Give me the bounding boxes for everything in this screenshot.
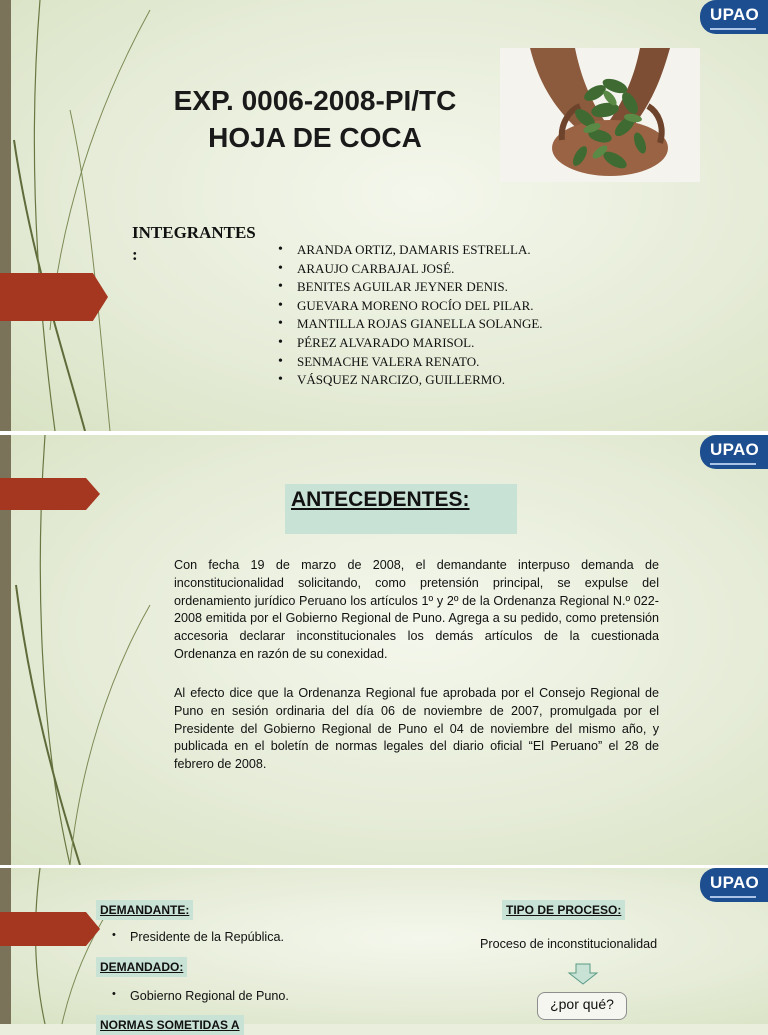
integrantes-label: INTEGRANTES : — [132, 223, 256, 264]
list-item: • VÁSQUEZ NARCIZO, GUILLERMO. — [278, 371, 543, 390]
why-box — [537, 992, 627, 1020]
arrow-down-icon — [568, 963, 598, 985]
upao-logo: UPAO — [700, 868, 768, 902]
slide-antecedentes — [0, 435, 768, 865]
demandado-value: • Gobierno Regional de Puno. — [112, 988, 289, 1003]
antecedentes-heading-box — [285, 484, 517, 534]
demandante-label: DEMANDANTE: — [96, 900, 193, 920]
slide-partes-proceso — [0, 868, 768, 1032]
tipo-proceso-label: TIPO DE PROCESO: — [502, 900, 625, 920]
red-arrow-marker — [0, 478, 100, 510]
demandante-value: • Presidente de la República. — [112, 929, 285, 944]
why-label: ¿por qué? — [550, 996, 614, 1012]
red-arrow-marker — [0, 912, 100, 946]
slide-title-heading — [130, 82, 500, 156]
list-item: • GUEVARA MORENO ROCÍO DEL PILAR. — [278, 297, 543, 316]
title-line-1: EXP. 0006-2008-PI/TC — [173, 85, 457, 116]
coca-leaves-hands-image — [500, 48, 700, 182]
upao-logo: UPAO — [700, 0, 768, 34]
upao-logo: UPAO — [700, 435, 768, 469]
members-list — [278, 241, 543, 390]
tipo-proceso-value: Proceso de inconstitucionalidad — [480, 937, 658, 951]
demandado-label: DEMANDADO: — [96, 957, 187, 977]
list-item: • ARAUJO CARBAJAL JOSÉ. — [278, 260, 543, 279]
list-item: • BENITES AGUILAR JEYNER DENIS. — [278, 278, 543, 297]
title-line-2: HOJA DE COCA — [208, 122, 422, 153]
normas-label: NORMAS SOMETIDAS A — [96, 1015, 244, 1035]
list-item: • MANTILLA ROJAS GIANELLA SOLANGE. — [278, 315, 543, 334]
paragraph-2: Al efecto dice que la Ordenanza Regional fue aprobada por el Consejo Regional de Puno en sesión ordinaria del día 06 de noviembre de 2007, promulgada por el Presidente del Gobierno Regional de Puno el 04 de noviembre del mismo año, y publicada en el boletín de normas legales del diario oficial “El Peruano” el 28 de febrero de 2008. — [174, 686, 659, 772]
red-arrow-marker — [0, 273, 108, 321]
paragraph-1: Con fecha 19 de marzo de 2008, el demandante interpuso demanda de inconstitucionalidad solicitando, como pretensión principal, se expulse del ordenamiento jurídico Peruano los artículos 1º y 2º de la Ordenanza Regional N.º 022-2008 emitida por el Gobierno Regional de Puno. Agrega a su pedido, como pretensión accesoria declarar inconstitucionales los demás artículos de la cuestionada Ordenanza en razón de su conexidad. — [174, 558, 659, 661]
list-item: • PÉREZ ALVARADO MARISOL. — [278, 334, 543, 353]
slide-title — [0, 0, 768, 431]
list-item: • ARANDA ORTIZ, DAMARIS ESTRELLA. — [278, 241, 543, 260]
antecedentes-heading: ANTECEDENTES: — [291, 488, 470, 511]
list-item: • SENMACHE VALERA RENATO. — [278, 353, 543, 372]
decorative-curves — [0, 0, 200, 431]
